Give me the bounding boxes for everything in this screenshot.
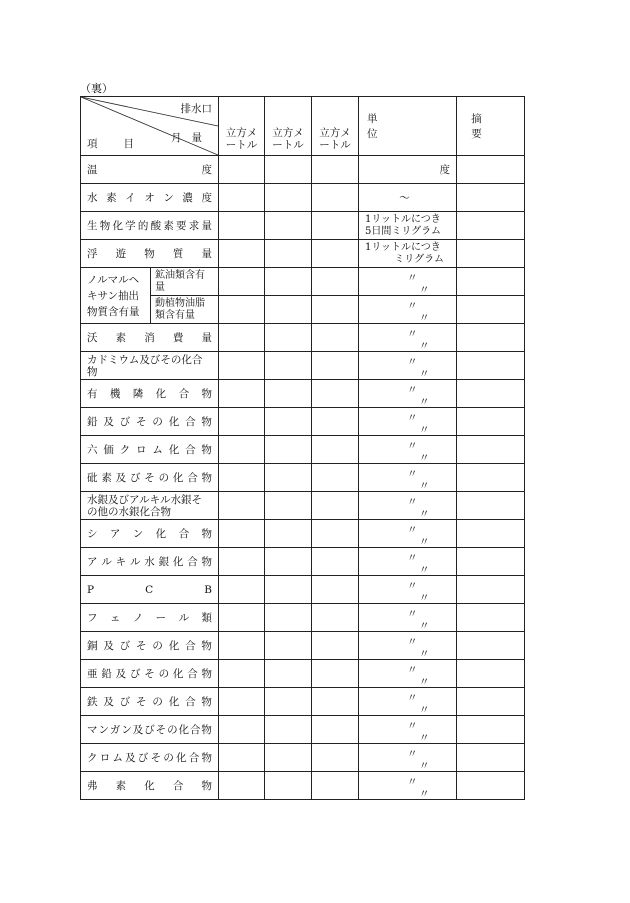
volume-value-cell[interactable] (312, 660, 359, 688)
volume-value-cell[interactable] (312, 436, 359, 464)
ditto-mark: 〃 (419, 676, 430, 688)
item-label: カドミウム及びその化合物 (81, 352, 219, 380)
ditto-mark: 〃 (407, 720, 418, 732)
table-row (81, 380, 525, 408)
table-row (81, 548, 525, 576)
table-row (81, 604, 525, 632)
remarks-cell[interactable] (457, 240, 525, 268)
item-label: 砒 素 及 び そ の 化 合 物 (81, 464, 219, 492)
volume-value-cell[interactable] (312, 212, 359, 240)
remarks-cell[interactable] (457, 156, 525, 184)
ditto-mark: 〃 (419, 340, 430, 352)
volume-value-cell[interactable] (312, 688, 359, 716)
ditto-mark: 〃 (419, 424, 430, 436)
ditto-mark: 〃 (407, 272, 418, 284)
unit-cell (359, 352, 457, 380)
diagonal-header-cell (81, 97, 219, 156)
remarks-cell[interactable] (457, 576, 525, 604)
unit-header: 単位 (359, 97, 457, 156)
ditto-mark: 〃 (407, 552, 418, 564)
ditto-mark: 〃 (419, 620, 430, 632)
volume-value-cell[interactable] (265, 576, 312, 604)
remarks-cell[interactable] (457, 408, 525, 436)
table-row (81, 352, 525, 380)
ditto-mark: 〃 (407, 300, 418, 312)
item-label: 水銀及びアルキル水銀その他の水銀化合物 (81, 492, 219, 520)
volume-value-cell[interactable] (265, 660, 312, 688)
volume-value-cell[interactable] (265, 436, 312, 464)
outlet-header: 排水口 (180, 103, 212, 115)
unit-cell (359, 520, 457, 548)
item-label: 沃 素 消 費 量 (81, 324, 219, 352)
ditto-mark: 〃 (407, 636, 418, 648)
volume-value-cell[interactable] (312, 156, 359, 184)
volume-value-cell[interactable] (219, 268, 265, 296)
ditto-mark: 〃 (419, 704, 430, 716)
volume-value-cell[interactable] (219, 380, 265, 408)
item-label: 生 物 化 学 的 酸 素 要 求 量 (81, 212, 219, 240)
ditto-mark: 〃 (419, 284, 430, 296)
volume-value-cell[interactable] (265, 380, 312, 408)
item-label: マ ン ガ ン 及 び そ の 化 合 物 (81, 716, 219, 744)
ditto-mark: 〃 (407, 328, 418, 340)
unit-cell: ～ (359, 184, 457, 212)
item-label: P C B (81, 576, 219, 604)
ditto-mark: 〃 (407, 776, 418, 788)
volume-value-cell[interactable] (265, 324, 312, 352)
item-label: 鉛 及 び そ の 化 合 物 (81, 408, 219, 436)
volume-value-cell[interactable] (219, 436, 265, 464)
remarks-header: 摘要 (457, 97, 525, 156)
table-row (81, 212, 525, 240)
ditto-mark: 〃 (419, 788, 430, 800)
remarks-cell[interactable] (457, 436, 525, 464)
unit-cell (359, 268, 457, 296)
remarks-cell[interactable] (457, 604, 525, 632)
remarks-cell[interactable] (457, 324, 525, 352)
volume-value-cell[interactable] (219, 352, 265, 380)
volume-value-cell[interactable] (219, 408, 265, 436)
remarks-cell[interactable] (457, 660, 525, 688)
item-label: 有 機 隣 化 合 物 (81, 380, 219, 408)
table-row (81, 716, 525, 744)
remarks-cell[interactable] (457, 492, 525, 520)
ditto-mark: 〃 (407, 412, 418, 424)
volume-value-cell[interactable] (312, 268, 359, 296)
remarks-cell[interactable] (457, 296, 525, 324)
unit-cell: 1リットルにつき ミリグラム (359, 240, 457, 268)
volume-value-cell[interactable] (265, 184, 312, 212)
remarks-cell[interactable] (457, 520, 525, 548)
header-row (81, 97, 525, 156)
ditto-mark: 〃 (407, 384, 418, 396)
volume-value-cell[interactable] (312, 324, 359, 352)
volume-header-2: 立方メ ートル (265, 97, 312, 156)
ditto-mark: 〃 (419, 760, 430, 772)
item-label: 浮 遊 物 質 量 (81, 240, 219, 268)
remarks-cell[interactable] (457, 744, 525, 772)
remarks-cell[interactable] (457, 688, 525, 716)
volume-value-cell[interactable] (312, 772, 359, 800)
remarks-cell[interactable] (457, 184, 525, 212)
ditto-mark: 〃 (419, 396, 430, 408)
volume-value-cell[interactable] (219, 156, 265, 184)
item-label: ク ロ ム 及 び そ の 化 合 物 (81, 744, 219, 772)
unit-cell (359, 464, 457, 492)
unit-cell: 度 (359, 156, 457, 184)
volume-value-cell[interactable] (219, 576, 265, 604)
volume-value-cell[interactable] (312, 548, 359, 576)
volume-value-cell[interactable] (312, 632, 359, 660)
month-volume-header: 月量 (171, 132, 212, 144)
volume-header-3: 立方メ ートル (312, 97, 359, 156)
table-row (81, 324, 525, 352)
volume-value-cell[interactable] (265, 716, 312, 744)
volume-value-cell[interactable] (219, 688, 265, 716)
unit-cell: 1リットルにつき 5日間ミリグラム (359, 212, 457, 240)
unit-cell (359, 408, 457, 436)
volume-value-cell[interactable] (265, 408, 312, 436)
remarks-cell[interactable] (457, 632, 525, 660)
volume-value-cell[interactable] (312, 744, 359, 772)
volume-value-cell[interactable] (219, 716, 265, 744)
volume-value-cell[interactable] (312, 464, 359, 492)
page-side-label: （裏） (80, 82, 113, 95)
ditto-mark: 〃 (407, 524, 418, 536)
unit-cell (359, 632, 457, 660)
volume-value-cell[interactable] (219, 772, 265, 800)
volume-value-cell[interactable] (265, 156, 312, 184)
remarks-cell[interactable] (457, 716, 525, 744)
ditto-mark: 〃 (419, 368, 430, 380)
item-label: 鉄 及 び そ の 化 合 物 (81, 688, 219, 716)
item-label: フ ェ ノ ー ル 類 (81, 604, 219, 632)
item-label: 温 度 (81, 156, 219, 184)
volume-value-cell[interactable] (219, 296, 265, 324)
remarks-cell[interactable] (457, 212, 525, 240)
volume-value-cell[interactable] (265, 744, 312, 772)
ditto-mark: 〃 (419, 480, 430, 492)
volume-value-cell[interactable] (312, 492, 359, 520)
ditto-mark: 〃 (419, 732, 430, 744)
ditto-mark: 〃 (407, 692, 418, 704)
item-label: 水 素 イ オ ン 濃 度 (81, 184, 219, 212)
ditto-mark: 〃 (407, 608, 418, 620)
volume-value-cell[interactable] (312, 240, 359, 268)
volume-value-cell[interactable] (265, 240, 312, 268)
volume-value-cell[interactable] (219, 520, 265, 548)
unit-cell (359, 492, 457, 520)
volume-value-cell[interactable] (219, 212, 265, 240)
table-row (81, 436, 525, 464)
unit-cell (359, 436, 457, 464)
volume-value-cell[interactable] (219, 184, 265, 212)
remarks-cell[interactable] (457, 772, 525, 800)
volume-value-cell[interactable] (265, 296, 312, 324)
item-label: 六 価 ク ロ ム 化 合 物 (81, 436, 219, 464)
table-row (81, 660, 525, 688)
volume-value-cell[interactable] (265, 688, 312, 716)
item-label: 亜 鉛 及 び そ の 化 合 物 (81, 660, 219, 688)
volume-value-cell[interactable] (312, 296, 359, 324)
volume-value-cell[interactable] (219, 604, 265, 632)
remarks-cell[interactable] (457, 268, 525, 296)
ditto-mark: 〃 (407, 356, 418, 368)
table-row (81, 520, 525, 548)
volume-value-cell[interactable] (265, 604, 312, 632)
remarks-cell[interactable] (457, 464, 525, 492)
ditto-mark: 〃 (419, 508, 430, 520)
remarks-cell[interactable] (457, 380, 525, 408)
table-row (81, 632, 525, 660)
volume-value-cell[interactable] (265, 492, 312, 520)
volume-value-cell[interactable] (219, 744, 265, 772)
ditto-mark: 〃 (407, 440, 418, 452)
ditto-mark: 〃 (407, 664, 418, 676)
unit-cell (359, 548, 457, 576)
ditto-mark: 〃 (419, 564, 430, 576)
volume-value-cell[interactable] (219, 324, 265, 352)
sub-item-label: 動植物油脂類含有量 (151, 296, 219, 324)
discharge-measurement-table (80, 96, 525, 800)
item-label: ア ル キ ル 水 銀 化 合 物 (81, 548, 219, 576)
volume-value-cell[interactable] (265, 212, 312, 240)
volume-value-cell[interactable] (265, 632, 312, 660)
sub-item-label: 鉱油類含有量 (151, 268, 219, 296)
volume-value-cell[interactable] (312, 520, 359, 548)
volume-header-1: 立方メ ートル (219, 97, 265, 156)
ditto-mark: 〃 (419, 536, 430, 548)
unit-cell (359, 604, 457, 632)
table-row (81, 772, 525, 800)
volume-value-cell[interactable] (312, 604, 359, 632)
unit-cell (359, 296, 457, 324)
unit-cell (359, 660, 457, 688)
item-header: 項目 (87, 138, 160, 150)
ditto-mark: 〃 (419, 592, 430, 604)
ditto-mark: 〃 (407, 748, 418, 760)
volume-value-cell[interactable] (219, 492, 265, 520)
group-label-cell: ノルマルヘ キサン抽出 物質含有量 (81, 268, 151, 324)
volume-value-cell[interactable] (265, 520, 312, 548)
volume-value-cell[interactable] (219, 548, 265, 576)
volume-value-cell[interactable] (219, 464, 265, 492)
table-row (81, 240, 525, 268)
volume-value-cell[interactable] (312, 380, 359, 408)
volume-value-cell[interactable] (312, 184, 359, 212)
unit-cell (359, 716, 457, 744)
remarks-cell[interactable] (457, 548, 525, 576)
table-row (81, 576, 525, 604)
unit-cell (359, 324, 457, 352)
ditto-mark: 〃 (407, 496, 418, 508)
unit-cell (359, 688, 457, 716)
table-row (81, 184, 525, 212)
volume-value-cell[interactable] (312, 408, 359, 436)
volume-value-cell[interactable] (219, 632, 265, 660)
unit-cell (359, 576, 457, 604)
table-row (81, 492, 525, 520)
table-row (81, 268, 525, 296)
ditto-mark: 〃 (407, 468, 418, 480)
item-label: シ ア ン 化 合 物 (81, 520, 219, 548)
ditto-mark: 〃 (419, 312, 430, 324)
table-row (81, 744, 525, 772)
volume-value-cell[interactable] (265, 548, 312, 576)
volume-value-cell[interactable] (265, 464, 312, 492)
ditto-mark: 〃 (419, 452, 430, 464)
table-row (81, 408, 525, 436)
item-label: 弗 素 化 合 物 (81, 772, 219, 800)
remarks-cell[interactable] (457, 352, 525, 380)
volume-value-cell[interactable] (219, 660, 265, 688)
unit-cell (359, 380, 457, 408)
volume-value-cell[interactable] (265, 772, 312, 800)
ditto-mark: 〃 (419, 648, 430, 660)
volume-value-cell[interactable] (219, 240, 265, 268)
unit-cell (359, 744, 457, 772)
item-label: 銅 及 び そ の 化 合 物 (81, 632, 219, 660)
table-row (81, 688, 525, 716)
volume-value-cell[interactable] (312, 716, 359, 744)
volume-value-cell[interactable] (312, 352, 359, 380)
volume-value-cell[interactable] (312, 576, 359, 604)
unit-cell (359, 772, 457, 800)
volume-value-cell[interactable] (265, 268, 312, 296)
table-row (81, 464, 525, 492)
ditto-mark: 〃 (407, 580, 418, 592)
volume-value-cell[interactable] (265, 352, 312, 380)
table-row (81, 156, 525, 184)
